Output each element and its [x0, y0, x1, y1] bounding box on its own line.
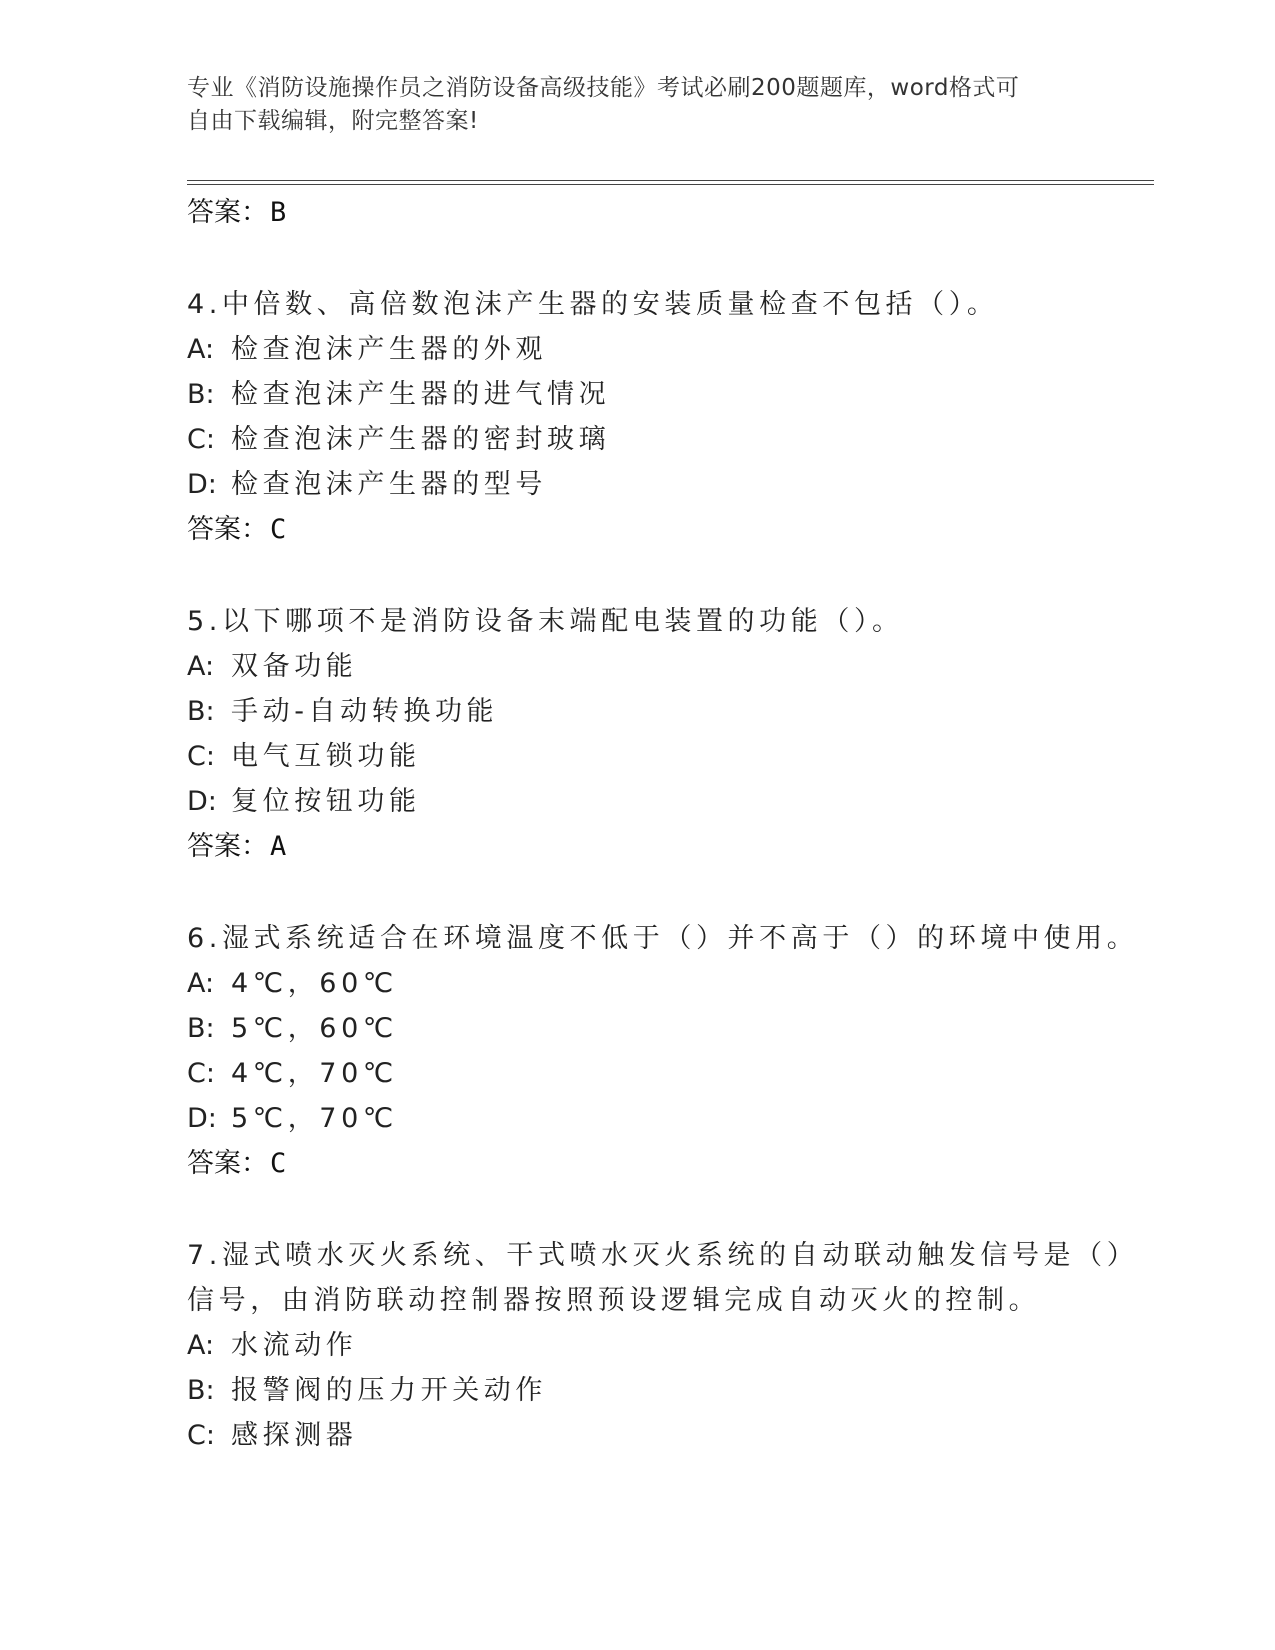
answer-value: C: [270, 514, 287, 545]
spacer: [187, 869, 1147, 916]
answer-label: 答案：: [187, 197, 268, 228]
option-key: A:: [187, 968, 215, 999]
option-key: C:: [187, 1058, 215, 1089]
question-text: 5.以下哪项不是消防设备末端配电装置的功能（）。: [187, 606, 904, 637]
option-a: [187, 1323, 1147, 1368]
option-b: [187, 1006, 1147, 1051]
document-header: [187, 72, 1087, 138]
header-divider-bottom: [187, 184, 1154, 185]
answer-line: [187, 1141, 1147, 1186]
option-text: 4℃，60℃: [231, 968, 398, 999]
option-text: 5℃，60℃: [231, 1013, 398, 1044]
option-key: D:: [187, 469, 217, 500]
option-text: 电气互锁功能: [231, 741, 421, 772]
answer-line: [187, 190, 1147, 235]
question-text: 4.中倍数、高倍数泡沫产生器的安装质量检查不包括（）。: [187, 289, 999, 320]
option-d: [187, 462, 1147, 507]
option-c: [187, 1051, 1147, 1096]
answer-value: B: [270, 197, 287, 228]
option-text: 手动-自动转换功能: [231, 696, 499, 727]
option-key: D:: [187, 1103, 217, 1134]
option-text: 报警阀的压力开关动作: [231, 1375, 547, 1406]
option-key: B:: [187, 696, 215, 727]
option-key: B:: [187, 1013, 215, 1044]
option-text: 检查泡沫产生器的型号: [231, 469, 547, 500]
question-text: 6.湿式系统适合在环境温度不低于（）并不高于（）的环境中使用。: [187, 923, 1139, 954]
option-key: A:: [187, 651, 215, 682]
question-list: [187, 190, 1147, 1458]
option-a: [187, 961, 1147, 1006]
option-key: A:: [187, 1330, 215, 1361]
option-c: [187, 417, 1147, 462]
header-divider-top: [187, 180, 1154, 181]
question-text-line-2: 信号，由消防联动控制器按照预设逻辑完成自动灭火的控制。: [187, 1285, 1041, 1316]
answer-label: 答案：: [187, 514, 268, 545]
answer-value: A: [270, 831, 287, 862]
answer-value: C: [270, 1148, 287, 1179]
option-key: A:: [187, 334, 215, 365]
option-text: 感探测器: [231, 1420, 358, 1451]
option-a: [187, 644, 1147, 689]
option-c: [187, 1413, 1147, 1458]
spacer: [187, 235, 1147, 282]
option-text: 水流动作: [231, 1330, 358, 1361]
question-item: [187, 916, 1147, 1186]
option-text: 检查泡沫产生器的进气情况: [231, 379, 611, 410]
answer-line: [187, 507, 1147, 552]
option-text: 检查泡沫产生器的外观: [231, 334, 547, 365]
question-item: [187, 282, 1147, 552]
option-key: C:: [187, 424, 215, 455]
option-b: [187, 689, 1147, 734]
question-item: [187, 1233, 1147, 1458]
option-b: [187, 1368, 1147, 1413]
option-text: 4℃，70℃: [231, 1058, 398, 1089]
spacer: [187, 1186, 1147, 1233]
header-line-2: 自由下载编辑，附完整答案!: [187, 108, 479, 134]
option-a: [187, 327, 1147, 372]
question-item: [187, 599, 1147, 869]
option-text: 双备功能: [231, 651, 358, 682]
question-text: [187, 1233, 1147, 1323]
option-text: 5℃，70℃: [231, 1103, 398, 1134]
option-b: [187, 372, 1147, 417]
spacer: [187, 552, 1147, 599]
answer-line: [187, 824, 1147, 869]
option-key: D:: [187, 786, 217, 817]
option-key: C:: [187, 741, 215, 772]
option-key: B:: [187, 1375, 215, 1406]
option-key: B:: [187, 379, 215, 410]
option-d: [187, 779, 1147, 824]
header-line-1: 专业《消防设施操作员之消防设备高级技能》考试必刷200题题库，word格式可: [187, 75, 1020, 101]
answer-label: 答案：: [187, 1148, 268, 1179]
option-text: 复位按钮功能: [231, 786, 421, 817]
option-d: [187, 1096, 1147, 1141]
answer-label: 答案：: [187, 831, 268, 862]
option-key: C:: [187, 1420, 215, 1451]
option-c: [187, 734, 1147, 779]
question-text-line-1: 7.湿式喷水灭火系统、干式喷水灭火系统的自动联动触发信号是（）: [187, 1240, 1139, 1271]
option-text: 检查泡沫产生器的密封玻璃: [231, 424, 611, 455]
